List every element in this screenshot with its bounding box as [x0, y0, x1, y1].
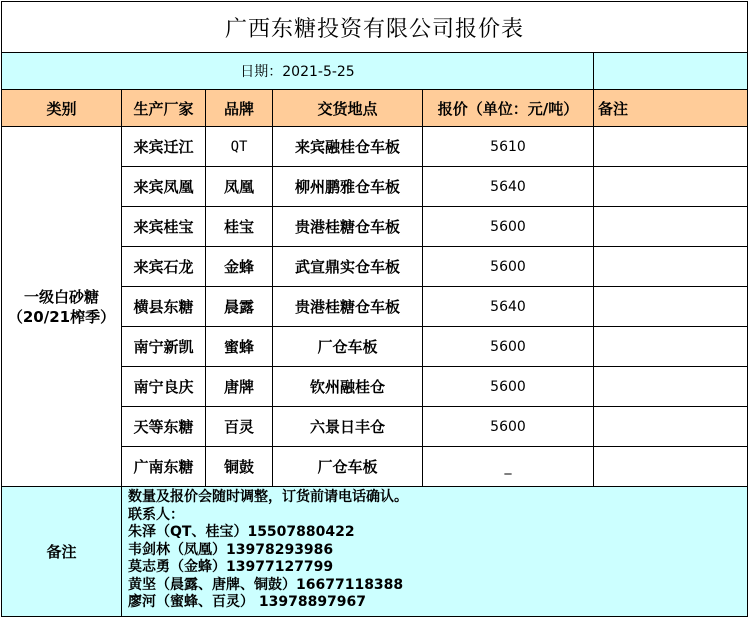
- factory-cell: 天等东糖: [122, 407, 206, 447]
- remark-cell: [594, 287, 748, 327]
- notes-content: [122, 487, 748, 617]
- delivery-cell: 贵港桂糖仓车板: [273, 207, 423, 247]
- price-cell: 5600: [423, 407, 594, 447]
- brand-cell: 桂宝: [206, 207, 273, 247]
- price-table: [1, 1, 748, 617]
- delivery-cell: 厂仓车板: [273, 327, 423, 367]
- notes-line: 朱泽（QT、桂宝）15507880422: [128, 524, 355, 540]
- price-cell: 5640: [423, 167, 594, 207]
- notes-line: 廖河（蜜蜂、百灵） 13978897967: [128, 594, 367, 610]
- price-cell: 5600: [423, 207, 594, 247]
- brand-cell: 凤凰: [206, 167, 273, 207]
- price-cell: 5600: [423, 247, 594, 287]
- remark-cell: [594, 167, 748, 207]
- delivery-cell: 来宾融桂仓车板: [273, 127, 423, 167]
- remark-cell: [594, 327, 748, 367]
- category-season: （20/21榨季）: [7, 307, 116, 326]
- price-cell: _: [423, 447, 594, 487]
- delivery-cell: 钦州融桂仓: [273, 367, 423, 407]
- header-brand: 品牌: [206, 90, 273, 127]
- notes-line: 黄坚（晨露、唐牌、铜鼓）16677118388: [128, 576, 404, 593]
- price-cell: 5600: [423, 367, 594, 407]
- brand-cell: 晨露: [206, 287, 273, 327]
- price-cell: 5600: [423, 327, 594, 367]
- notes-line: 联系人：: [128, 506, 184, 523]
- date-label: 日期：2021-5-25: [2, 53, 594, 90]
- notes-line: 莫志勇（金蜂）13977127799: [128, 559, 334, 575]
- brand-cell: 铜鼓: [206, 447, 273, 487]
- factory-cell: 来宾迁江: [122, 127, 206, 167]
- category-cell: [2, 127, 122, 487]
- header-remark: 备注: [594, 90, 748, 127]
- brand-cell: 百灵: [206, 407, 273, 447]
- factory-cell: 南宁良庆: [122, 367, 206, 407]
- brand-cell: 唐牌: [206, 367, 273, 407]
- table-row: [2, 127, 748, 167]
- brand-cell: 蜜蜂: [206, 327, 273, 367]
- delivery-cell: 六景日丰仓: [273, 407, 423, 447]
- remark-cell: [594, 127, 748, 167]
- remark-cell: [594, 207, 748, 247]
- delivery-cell: 柳州鹏雅仓车板: [273, 167, 423, 207]
- notes-line: 数量及报价会随时调整，订货前请电话确认。: [128, 489, 408, 505]
- notes-line: 韦剑林（凤凰）13978293986: [128, 541, 334, 558]
- brand-cell: 金蜂: [206, 247, 273, 287]
- category-name: 一级白砂糖: [23, 287, 99, 306]
- factory-cell: 南宁新凯: [122, 327, 206, 367]
- header-price: 报价（单位：元/吨）: [423, 90, 594, 127]
- factory-cell: 横县东糖: [122, 287, 206, 327]
- factory-cell: 来宾凤凰: [122, 167, 206, 207]
- header-category: 类别: [2, 90, 122, 127]
- remark-cell: [594, 447, 748, 487]
- delivery-cell: 厂仓车板: [273, 447, 423, 487]
- page-title: 广西东糖投资有限公司报价表: [2, 2, 748, 53]
- price-cell: 5640: [423, 287, 594, 327]
- factory-cell: 来宾石龙: [122, 247, 206, 287]
- factory-cell: 广南东糖: [122, 447, 206, 487]
- remark-cell: [594, 407, 748, 447]
- brand-cell: QT: [206, 127, 273, 167]
- remark-cell: [594, 247, 748, 287]
- delivery-cell: 武宣鼎实仓车板: [273, 247, 423, 287]
- price-cell: 5610: [423, 127, 594, 167]
- delivery-cell: 贵港桂糖仓车板: [273, 287, 423, 327]
- header-delivery: 交货地点: [273, 90, 423, 127]
- notes-label: 备注: [2, 487, 122, 617]
- remark-cell: [594, 367, 748, 407]
- factory-cell: 来宾桂宝: [122, 207, 206, 247]
- header-factory: 生产厂家: [122, 90, 206, 127]
- date-blank-cell: [594, 53, 748, 90]
